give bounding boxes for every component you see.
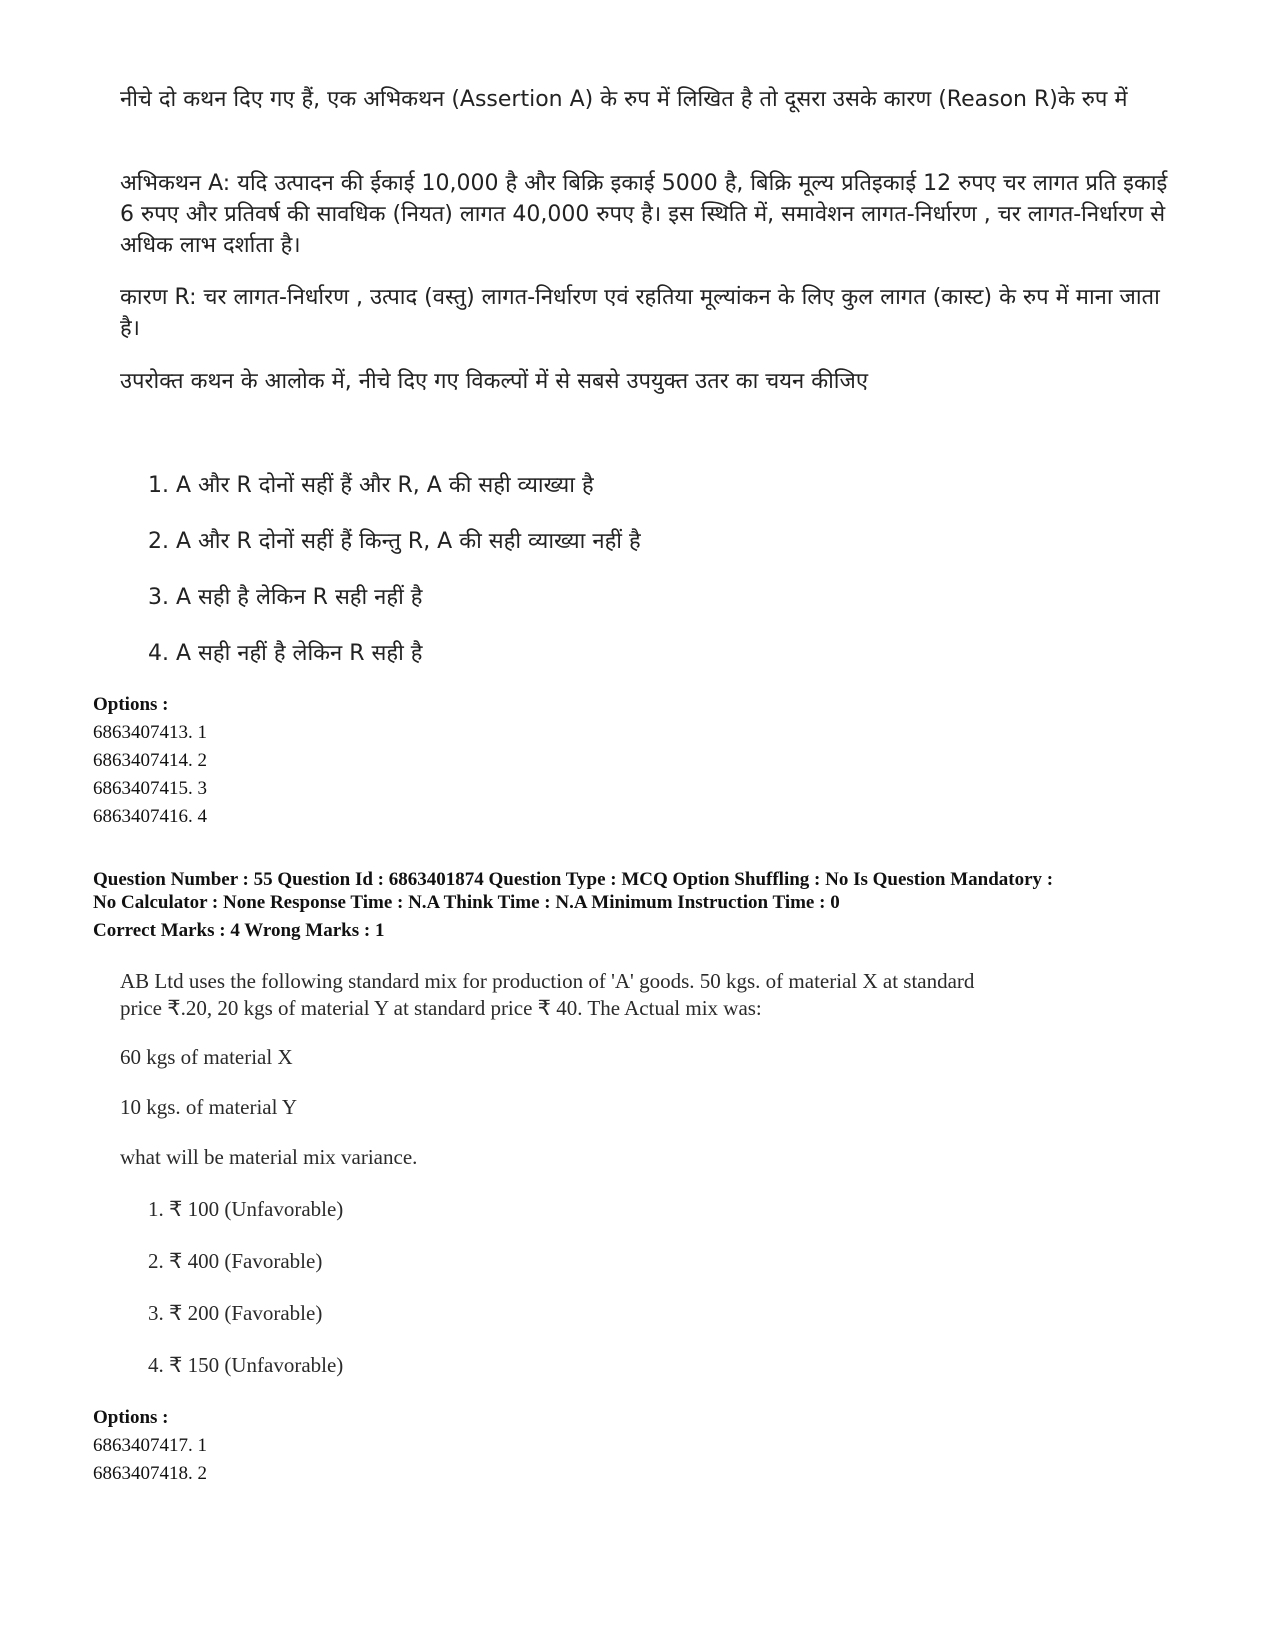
q55-stem-line-2: price ₹.20, 20 kgs of material Y at standard price ₹ 40. The Actual mix was:	[120, 996, 762, 1020]
option-id-line: 6863407415. 3	[93, 778, 207, 799]
q54-choice-2: 2. A और R दोनों सहीं हैं किन्तु R, A की सही व्याख्या नहीं है	[148, 529, 641, 554]
option-id-line: 6863407417. 1	[93, 1435, 207, 1456]
q54-choice-4: 4. A सही नहीं है लेकिन R सही है	[148, 641, 423, 666]
q55-question-text: what will be material mix variance.	[120, 1145, 418, 1169]
q55-stem-line-1: AB Ltd uses the following standard mix for production of 'A' goods. 50 kgs. of material X at standard	[120, 969, 975, 993]
option-id-line: 6863407416. 4	[93, 806, 207, 827]
q54-intro: नीचे दो कथन दिए गए हैं, एक अभिकथन (Assertion A) के रुप में लिखित है तो दूसरा उसके कारण (Reason R)के रुप में	[120, 87, 1128, 112]
q54-instruction: उपरोक्त कथन के आलोक में, नीचे दिए गए विकल्पों में से सबसे उपयुक्त उतर का चयन कीजिए	[120, 369, 868, 394]
option-id-line: 6863407413. 1	[93, 722, 207, 743]
question-meta-line-2: No Calculator : None Response Time : N.A Think Time : N.A Minimum Instruction Time : 0	[93, 892, 840, 913]
options-label: Options :	[93, 1407, 169, 1428]
question-meta-line-1: Question Number : 55 Question Id : 6863401874 Question Type : MCQ Option Shuffling : No Is Question Mandatory :	[93, 869, 1054, 890]
q54-choice-3: 3. A सही है लेकिन R सही नहीं है	[148, 585, 423, 610]
option-id-line: 6863407418. 2	[93, 1463, 207, 1484]
q55-mix-x: 60 kgs of material X	[120, 1045, 293, 1069]
option-id-line: 6863407414. 2	[93, 750, 207, 771]
q54-choice-1: 1. A और R दोनों सहीं हैं और R, A की सही व्याख्या है	[148, 473, 594, 498]
q55-choice-4: 4. ₹ 150 (Unfavorable)	[148, 1353, 344, 1377]
q55-choice-2: 2. ₹ 400 (Favorable)	[148, 1249, 323, 1273]
q55-choice-3: 3. ₹ 200 (Favorable)	[148, 1301, 323, 1325]
question-marks: Correct Marks : 4 Wrong Marks : 1	[93, 920, 385, 941]
q54-reason: कारण R: चर लागत-निर्धारण , उत्पाद (वस्तु) लागत-निर्धारण एवं रहतिया मूल्यांकन के लिए कुल लागत (कास्ट) के रुप में माना जाता है।	[120, 285, 1160, 341]
options-label: Options :	[93, 694, 169, 715]
q55-choice-1: 1. ₹ 100 (Unfavorable)	[148, 1197, 344, 1221]
q55-mix-y: 10 kgs. of material Y	[120, 1095, 298, 1119]
q54-assertion: अभिकथन A: यदि उत्पादन की ईकाई 10,000 है और बिक्रि इकाई 5000 है, बिक्रि मूल्य प्रतिइकाई 12 रुपए चर लागत प्रति इकाई 6 रुपए और प्रतिवर्ष की सावधिक (नियत) लागत 40,000 रुपए है। इस स्थिति में, समावेशन लागत-निर्धारण , चर लागत-निर्धारण से अधिक लाभ दर्शाता है।	[120, 171, 1168, 258]
